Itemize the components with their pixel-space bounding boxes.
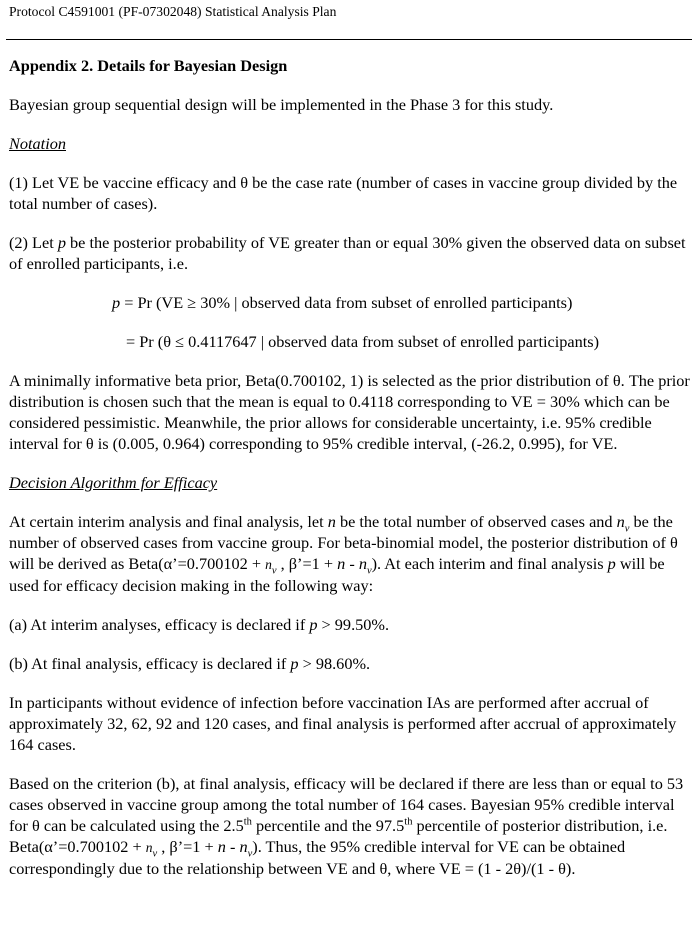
appendix-heading: Appendix 2. Details for Bayesian Design (9, 56, 288, 75)
document-body (9, 55, 693, 879)
equation-1: p = Pr (VE ≥ 30% | observed data from subset of enrolled participants) (112, 293, 573, 312)
decision-paragraph: At certain interim analysis and final analysis, let n be the total number of observed cases and $n_v$ be the number of observed cases from vaccine group. For beta-binomial model, the posterior distribution of θ will be derived as Beta(α’=0.700102 + $n_v$ , β’=1 + n - $n_v$). At each interim and final analysis p will be used for efficacy decision making in the following way: (9, 512, 678, 595)
decision-section-title: Decision Algorithm for Efficacy (9, 473, 218, 492)
equation-2: = Pr (θ ≤ 0.4117647 | observed data from subset of enrolled participants) (126, 332, 600, 351)
notation-item-1: (1) Let VE be vaccine efficacy and θ be the case rate (number of cases in vaccine group divided by the total number of cases). (9, 173, 678, 213)
prior-paragraph: A minimally informative beta prior, Beta(0.700102, 1) is selected as the prior distribution of θ. The prior distribution is chosen such that the mean is equal to 0.4118 corresponding to VE = 30% which can be considered pessimistic. Meanwhile, the prior allows for considerable uncertainty, i.e. 95% credible interval for θ is (0.005, 0.964) corresponding to 95% credible interval, (-26.2, 0.995), for VE. (9, 371, 690, 453)
final-analysis-paragraph: Based on the criterion (b), at final analysis, efficacy will be declared if there are less than or equal to 53 cases observed in vaccine group among the total number of 164 cases. Bayesian 95% credible interval for θ can be calculated using the 2.5th percentile and the 97.5th percentile of posterior distribution, i.e. Beta(α’=0.700102 + $n_v$ , β’=1 + n - $n_v$). Thus, the 95% credible interval for VE can be obtained correspondingly due to the relationship between VE and θ, where VE = (1 - 2θ)/(1 - θ). (9, 774, 684, 878)
interim-analyses-paragraph: In participants without evidence of infection before vaccination IAs are performed after accrual of approximately 32, 62, 92 and 120 cases, and final analysis is performed after accrual of approximately 164 cases. (9, 693, 677, 754)
running-header: Protocol C4591001 (PF-07302048) Statistical Analysis Plan (9, 4, 337, 19)
notation-section-title: Notation (9, 134, 66, 153)
notation-item-2: (2) Let p be the posterior probability of VE greater than or equal 30% given the observed data on subset of enrolled participants, i.e. (9, 233, 686, 273)
criterion-b: (b) At final analysis, efficacy is declared if p > 98.60%. (9, 654, 371, 673)
criterion-a: (a) At interim analyses, efficacy is declared if p > 99.50%. (9, 615, 390, 634)
intro-paragraph: Bayesian group sequential design will be implemented in the Phase 3 for this study. (9, 95, 554, 114)
header-rule (6, 39, 692, 40)
